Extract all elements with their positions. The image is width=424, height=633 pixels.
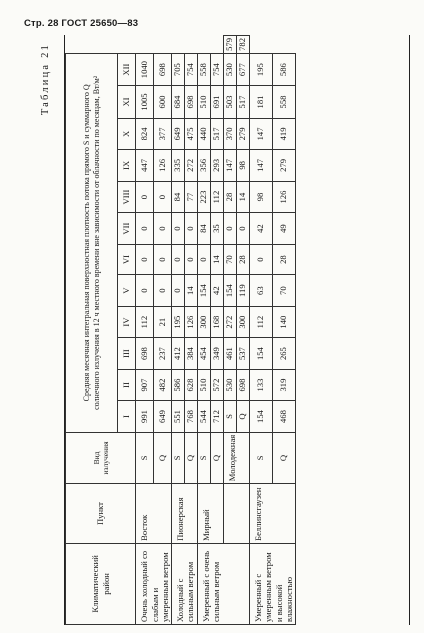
value-cell: 147 bbox=[249, 150, 272, 181]
value-cell: 126 bbox=[184, 306, 197, 337]
value-cell: 754 bbox=[210, 53, 223, 85]
value-cell: 370 bbox=[223, 118, 236, 149]
kind-cell: S bbox=[171, 432, 184, 483]
value-cell: 195 bbox=[171, 306, 184, 337]
value-cell: 628 bbox=[184, 369, 197, 400]
value-cell: 649 bbox=[171, 118, 184, 149]
kind-cell: Q bbox=[272, 432, 295, 483]
value-cell: 698 bbox=[184, 86, 197, 118]
value-cell: 537 bbox=[236, 338, 249, 369]
header-month: III bbox=[118, 338, 136, 369]
value-cell: 28 bbox=[236, 244, 249, 275]
value-cell: 356 bbox=[197, 150, 210, 181]
value-cell: 154 bbox=[249, 338, 272, 369]
value-cell: 272 bbox=[184, 150, 197, 181]
value-cell: 49 bbox=[272, 213, 295, 244]
value-cell: 223 bbox=[197, 181, 210, 213]
value-cell: 112 bbox=[249, 306, 272, 337]
value-cell: 0 bbox=[171, 275, 184, 306]
value-cell: 28 bbox=[223, 181, 236, 213]
value-cell: 319 bbox=[272, 369, 295, 400]
value-cell: 147 bbox=[223, 150, 236, 181]
value-cell: 84 bbox=[197, 213, 210, 244]
value-cell: 600 bbox=[153, 86, 171, 118]
region-cell: Умеренный с умеренным ветром и высокой влажностью bbox=[249, 543, 295, 624]
value-cell: 447 bbox=[136, 150, 154, 181]
value-cell: 0 bbox=[184, 213, 197, 244]
value-cell: 0 bbox=[136, 181, 154, 213]
value-cell: 133 bbox=[249, 369, 272, 400]
value-cell: 440 bbox=[197, 118, 210, 149]
kind-cell: S bbox=[223, 401, 236, 432]
value-cell: 705 bbox=[171, 53, 184, 85]
value-cell: 0 bbox=[171, 244, 184, 275]
value-cell: 1005 bbox=[136, 86, 154, 118]
value-cell: 293 bbox=[210, 150, 223, 181]
value-cell: 0 bbox=[136, 213, 154, 244]
value-cell: 586 bbox=[272, 53, 295, 85]
value-cell: 510 bbox=[197, 86, 210, 118]
value-cell: 517 bbox=[210, 118, 223, 149]
value-cell: 579 bbox=[223, 36, 236, 54]
value-cell: 698 bbox=[153, 53, 171, 85]
value-cell: 0 bbox=[153, 275, 171, 306]
value-cell: 0 bbox=[153, 244, 171, 275]
value-cell: 530 bbox=[223, 53, 236, 85]
value-cell: 454 bbox=[197, 338, 210, 369]
value-cell: 14 bbox=[210, 244, 223, 275]
value-cell: 126 bbox=[272, 181, 295, 213]
value-cell: 84 bbox=[171, 181, 184, 213]
value-cell: 1040 bbox=[136, 53, 154, 85]
point-cell: Пионерская bbox=[171, 484, 197, 544]
value-cell: 42 bbox=[210, 275, 223, 306]
value-cell: 0 bbox=[153, 181, 171, 213]
value-cell: 265 bbox=[272, 338, 295, 369]
value-cell: 147 bbox=[249, 118, 272, 149]
value-cell: 684 bbox=[171, 86, 184, 118]
value-cell: 698 bbox=[136, 338, 154, 369]
region-cell: Холодный с сильным ветром bbox=[171, 543, 197, 624]
table-row bbox=[136, 36, 154, 625]
value-cell: 154 bbox=[197, 275, 210, 306]
point-cell: Молодежная bbox=[223, 432, 249, 483]
kind-cell: S bbox=[249, 432, 272, 483]
value-cell: 77 bbox=[184, 181, 197, 213]
value-cell: 0 bbox=[236, 213, 249, 244]
value-cell: 14 bbox=[236, 181, 249, 213]
value-cell: 35 bbox=[210, 213, 223, 244]
value-cell: 0 bbox=[197, 244, 210, 275]
value-cell: 558 bbox=[197, 53, 210, 85]
value-cell: 154 bbox=[249, 401, 272, 432]
table-row bbox=[223, 36, 236, 625]
value-cell: 698 bbox=[236, 369, 249, 400]
radiation-table bbox=[65, 35, 296, 625]
value-cell: 544 bbox=[197, 401, 210, 432]
value-cell: 468 bbox=[272, 401, 295, 432]
value-cell: 377 bbox=[153, 118, 171, 149]
value-cell: 112 bbox=[210, 181, 223, 213]
value-cell: 782 bbox=[236, 36, 249, 54]
value-cell: 0 bbox=[184, 244, 197, 275]
header-month: IX bbox=[118, 150, 136, 181]
value-cell: 42 bbox=[249, 213, 272, 244]
value-cell: 558 bbox=[272, 86, 295, 118]
value-cell: 907 bbox=[136, 369, 154, 400]
kind-cell: S bbox=[197, 432, 210, 483]
header-climatic-region: Климатический район bbox=[66, 543, 136, 624]
table-row bbox=[197, 36, 210, 625]
value-cell: 349 bbox=[210, 338, 223, 369]
header-month: I bbox=[118, 401, 136, 432]
value-cell: 0 bbox=[223, 213, 236, 244]
header-point: Пункт bbox=[66, 484, 136, 544]
value-cell: 824 bbox=[136, 118, 154, 149]
value-cell: 300 bbox=[197, 306, 210, 337]
kind-cell: S bbox=[136, 432, 154, 483]
header-month: XII bbox=[118, 53, 136, 85]
value-cell: 530 bbox=[223, 369, 236, 400]
value-cell: 0 bbox=[249, 244, 272, 275]
value-cell: 677 bbox=[236, 53, 249, 85]
value-cell: 754 bbox=[184, 53, 197, 85]
kind-cell: Q bbox=[153, 432, 171, 483]
value-cell: 0 bbox=[136, 244, 154, 275]
table-number: Таблица 21 bbox=[40, 43, 51, 116]
header-month: II bbox=[118, 369, 136, 400]
value-cell: 586 bbox=[171, 369, 184, 400]
value-cell: 461 bbox=[223, 338, 236, 369]
value-cell: 0 bbox=[171, 213, 184, 244]
value-cell: 384 bbox=[184, 338, 197, 369]
value-cell: 0 bbox=[136, 275, 154, 306]
table-row bbox=[171, 36, 184, 625]
header-month: VIII bbox=[118, 181, 136, 213]
value-cell: 168 bbox=[210, 306, 223, 337]
header-month: XI bbox=[118, 86, 136, 118]
value-cell: 572 bbox=[210, 369, 223, 400]
value-cell: 126 bbox=[153, 150, 171, 181]
kind-cell: Q bbox=[210, 432, 223, 483]
value-cell: 63 bbox=[249, 275, 272, 306]
point-cell: Восток bbox=[136, 484, 172, 544]
header-radiation-kind: Вид излучения bbox=[66, 432, 136, 483]
region-cell bbox=[223, 484, 249, 544]
value-cell: 503 bbox=[223, 86, 236, 118]
value-cell: 712 bbox=[210, 401, 223, 432]
header-month: IV bbox=[118, 306, 136, 337]
kind-cell: Q bbox=[236, 401, 249, 432]
table-caption: Средняя месячная интегральная поверхностная плотность потока прямого S и суммарного Q солнечного излучения в 12 ч местного времени вне зависимости от облачности по месяцам, Вт/м² bbox=[66, 53, 118, 432]
value-cell: 482 bbox=[153, 369, 171, 400]
value-cell: 181 bbox=[249, 86, 272, 118]
value-cell: 551 bbox=[171, 401, 184, 432]
value-cell: 649 bbox=[153, 401, 171, 432]
point-cell: Беллинсгаузен bbox=[249, 484, 295, 544]
page-header: Стр. 28 ГОСТ 25650—83 bbox=[24, 18, 139, 29]
value-cell: 98 bbox=[236, 150, 249, 181]
header-month: VII bbox=[118, 213, 136, 244]
value-cell: 279 bbox=[236, 118, 249, 149]
value-cell: 14 bbox=[184, 275, 197, 306]
region-cell: Очень холодный со слабым и умеренным ветром bbox=[136, 543, 172, 624]
value-cell: 335 bbox=[171, 150, 184, 181]
value-cell: 517 bbox=[236, 86, 249, 118]
value-cell: 70 bbox=[272, 275, 295, 306]
value-cell: 510 bbox=[197, 369, 210, 400]
value-cell: 475 bbox=[184, 118, 197, 149]
point-cell: Мирный bbox=[197, 484, 223, 544]
value-cell: 300 bbox=[236, 306, 249, 337]
rotated-table-frame bbox=[36, 35, 408, 625]
value-cell: 154 bbox=[223, 275, 236, 306]
value-cell: 70 bbox=[223, 244, 236, 275]
value-cell: 279 bbox=[272, 150, 295, 181]
value-cell: 195 bbox=[249, 53, 272, 85]
region-cell: Умеренный с очень сильным ветром bbox=[197, 543, 249, 624]
header-month: V bbox=[118, 275, 136, 306]
table-row bbox=[249, 36, 272, 625]
header-month: X bbox=[118, 118, 136, 149]
kind-cell: Q bbox=[184, 432, 197, 483]
value-cell: 119 bbox=[236, 275, 249, 306]
data-table bbox=[64, 35, 410, 625]
value-cell: 419 bbox=[272, 118, 295, 149]
value-cell: 28 bbox=[272, 244, 295, 275]
header-month: VI bbox=[118, 244, 136, 275]
value-cell: 112 bbox=[136, 306, 154, 337]
value-cell: 272 bbox=[223, 306, 236, 337]
value-cell: 237 bbox=[153, 338, 171, 369]
value-cell: 412 bbox=[171, 338, 184, 369]
value-cell: 140 bbox=[272, 306, 295, 337]
value-cell: 21 bbox=[153, 306, 171, 337]
value-cell: 768 bbox=[184, 401, 197, 432]
value-cell: 691 bbox=[210, 86, 223, 118]
value-cell: 98 bbox=[249, 181, 272, 213]
value-cell: 991 bbox=[136, 401, 154, 432]
value-cell: 0 bbox=[153, 213, 171, 244]
